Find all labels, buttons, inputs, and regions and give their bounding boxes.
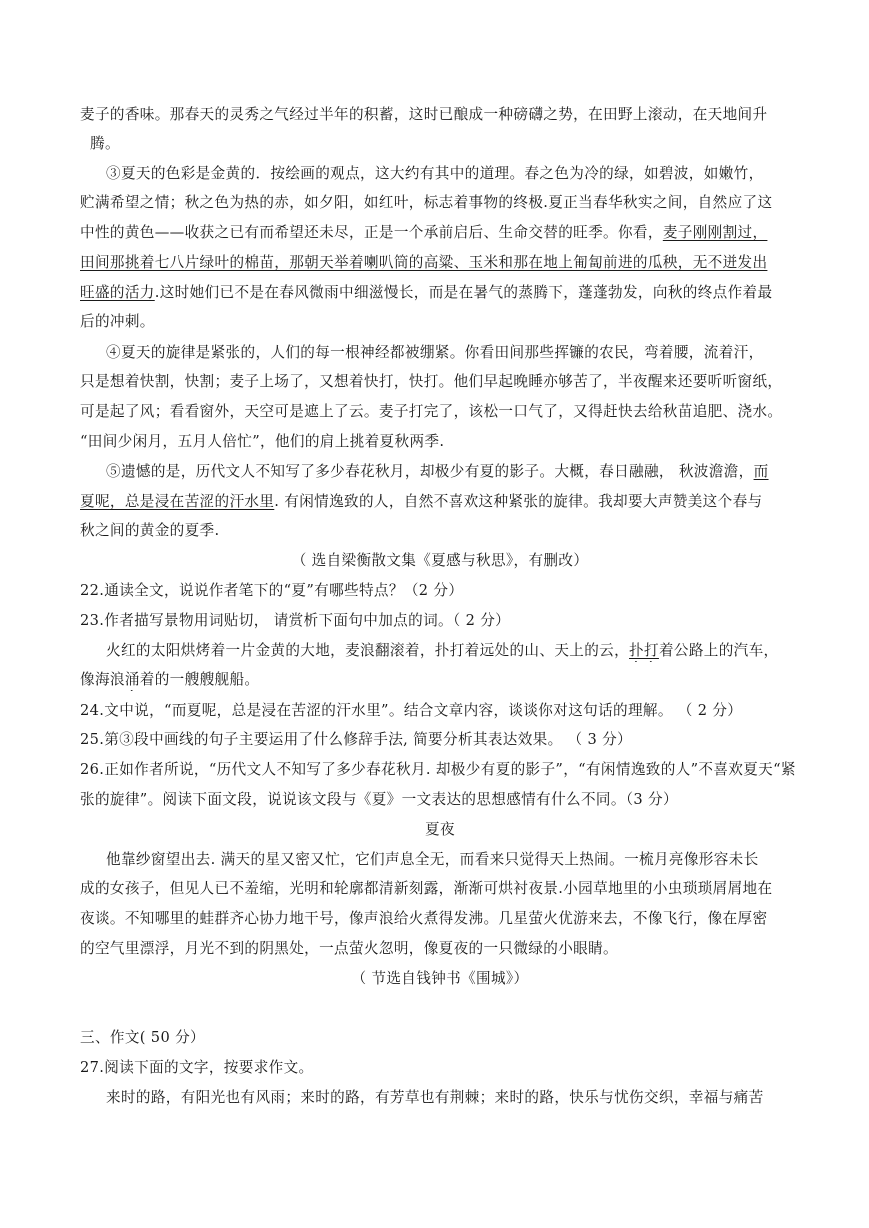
underlined-sentence: 麦子刚刚割过， [662, 224, 768, 241]
text: ⑤遗憾的是，历代文人不知写了多少春花秋月，却极少有夏的影子。大概，春日融融， 秋波澹澹， [106, 463, 754, 480]
paragraph-4-line: 只是想着快割，快割；麦子上场了，又想着快打，快打。他们早起晚睡亦够苦了，半夜醒来还要听听窗纸， [80, 373, 783, 390]
paragraph-4-line: ④夏天的旋律是紧张的，人们的每一根神经都被绷紧。你看田间那些挥镰的农民，弯着腰，流着汗， [106, 344, 764, 361]
question-26: 26.正如作者所说，“历代文人不知写了多少春花秋月. 却极少有夏的影子”，“有闲情逸致的人”不喜欢夏天“紧 [80, 761, 796, 778]
excerpt-line: 他靠纱窗望出去. 满天的星又密又忙，它们声息全无，而看来只觉得天上热闹。一梳月亮像形容未长 [106, 851, 759, 868]
excerpt-source: （ 节选自钱钟书《围城》） [351, 970, 529, 987]
question-26: 张的旋律”。阅读下面文段，说说该文段与《夏》一文表达的思想感情有什么不同。（3 分） [80, 791, 678, 808]
passage-source: （ 选自梁衡散文集《夏感与秋思》，有删改） [291, 552, 589, 569]
section-heading: 三、作文( 50 分） [80, 1029, 205, 1046]
paragraph-5-line: 秋之间的黄金的夏季. [80, 522, 220, 539]
text: 火红的太阳烘烤着一片金黄的大地，麦浪翻滚着，扑打着远处的山、天上的云， [106, 642, 630, 659]
paragraph-5-line [80, 491, 800, 513]
underlined-sentence: 田间那挑着七八片绿叶的棉苗，那朝天举着喇叭筒的高粱、玉米和那在地上匍匐前进的瓜秧，无不迸发出 [80, 254, 768, 271]
question-23: 23.作者描写景物用词贴切， 请赏析下面句中加点的词。（ 2 分） [80, 612, 511, 629]
text: 着的一艘艘舰船。 [139, 671, 260, 688]
excerpt-line: 夜谈。不知哪里的蛙群齐心协力地干号，像声浪给火煮得发沸。几星萤火优游来去，不像飞行，像在厚密 [80, 910, 768, 927]
text: . 有闲情逸致的人，自然不喜欢这种紧张的旋律。我却要大声赞美这个春与 [274, 493, 763, 510]
paragraph-4-line: “田间少闲月，五月人倍忙”，他们的肩上挑着夏秋两季. [80, 433, 445, 450]
paragraph-3-line [80, 222, 800, 244]
underlined-sentence: 而 [753, 463, 769, 480]
question-23-sentence [106, 640, 826, 662]
paragraph-5-line [106, 461, 826, 483]
paragraph-3-line: ③夏天的色彩是金黄的．按绘画的观点，这大约有其中的道理。春之色为冷的绿，如碧波，如嫩竹， [106, 165, 764, 182]
paragraph-3-line: 后的冲刺。 [80, 313, 155, 330]
paragraph-4-line: 可是起了风；看看窗外，天空可是遮上了云。麦子打完了，该松一口气了，又得赶快去给秋苗追肥、浇水。 [80, 403, 783, 420]
question-27: 27.阅读下面的文字，按要求作文。 [80, 1059, 314, 1076]
passage-line: 腾。 [90, 135, 120, 152]
paragraph-3-line: 贮满希望之情；秋之色为热的赤，如夕阳，如红叶，标志着事物的终极.夏正当春华秋实之间，自然应了这 [80, 194, 773, 211]
paragraph-3-line [80, 252, 800, 274]
excerpt-title: 夏夜 [425, 821, 455, 838]
text: 中性的黄色——收获之已有而希望还未尽，正是一个承前启后、生命交替的旺季。你看， [80, 224, 663, 241]
dotted-word: 涌 [124, 671, 140, 688]
dotted-word: 扑打 [629, 642, 659, 659]
question-24: 24.文中说，“而夏呢，总是浸在苦涩的汗水里”。结合文章内容，谈谈你对这句话的理解。 （ 2 分） [80, 702, 743, 719]
passage-line: 麦子的香味。那春天的灵秀之气经过半年的积蓄，这时已酿成一种磅礴之势，在田野上滚动，在天地间升 [80, 106, 768, 123]
text: 像海浪 [80, 671, 125, 688]
excerpt-line: 成的女孩子，但见人已不羞缩，光明和轮廓都清新刻露，渐渐可烘衬夜景.小园草地里的小虫琐琐屑屑地在 [80, 880, 773, 897]
composition-prompt-line: 来时的路，有阳光也有风雨；来时的路，有芳草也有荆棘；来时的路，快乐与忧伤交织，幸福与痛苦 [106, 1089, 764, 1106]
paragraph-3-line [80, 282, 800, 304]
question-22: 22.通读全文，说说作者笔下的“夏”有哪些特点？（2 分） [80, 582, 464, 599]
question-23-sentence [80, 669, 800, 691]
underlined-sentence: 夏呢，总是浸在苦涩的汗水里 [80, 493, 275, 510]
underlined-sentence: 旺盛的活力 [80, 284, 155, 301]
excerpt-line: 的空气里漂浮，月光不到的阴黑处，一点萤火忽明，像夏夜的一只微绿的小眼睛。 [80, 940, 618, 957]
text: 着公路上的汽车， [658, 642, 779, 659]
question-25: 25.第③段中画线的句子主要运用了什么修辞手法, 简要分析其表达效果。 （ 3 分） [80, 731, 632, 748]
text: .这时她们已不是在春风微雨中细滋慢长，而是在暑气的蒸腾下，蓬蓬勃发，向秋的终点作着最 [154, 284, 773, 301]
